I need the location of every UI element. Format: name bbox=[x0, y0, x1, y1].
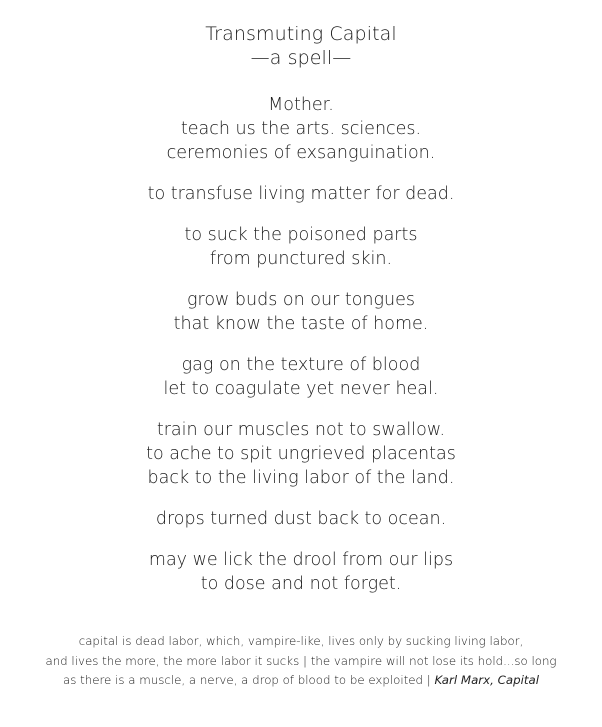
poem-line: gag on the texture of blood bbox=[181, 355, 421, 375]
stanza bbox=[0, 182, 602, 206]
stanza bbox=[0, 353, 602, 401]
stanza bbox=[0, 507, 602, 531]
quote-line: and lives the more, the more labor it sucks | the vampire will not lose its hold...so long bbox=[45, 653, 557, 668]
epigraph-quote bbox=[0, 632, 602, 691]
stanza bbox=[0, 223, 602, 271]
quote-line: capital is dead labor, which, vampire-like, lives only by sucking living labor, bbox=[78, 634, 524, 648]
quote-line bbox=[0, 671, 602, 691]
poem-subtitle: —a spell— bbox=[250, 47, 352, 69]
stanza bbox=[0, 418, 602, 490]
poem-line: to transfuse living matter for dead. bbox=[147, 184, 455, 204]
poem-title-block bbox=[0, 22, 602, 70]
poem-line: to dose and not forget. bbox=[200, 574, 402, 594]
poem-line: to suck the poisoned parts bbox=[184, 225, 418, 245]
poem-line: that know the taste of home. bbox=[173, 314, 429, 334]
stanza bbox=[0, 548, 602, 596]
poem-line: ceremonies of exsanguination. bbox=[166, 143, 436, 163]
poem-line: drops turned dust back to ocean. bbox=[155, 509, 447, 529]
poem-line: Mother. bbox=[268, 95, 334, 115]
poem-title: Transmuting Capital bbox=[205, 23, 397, 45]
poem-line: let to coagulate yet never heal. bbox=[163, 379, 439, 399]
poem-line: teach us the arts. sciences. bbox=[180, 119, 422, 139]
poem-line: back to the living labor of the land. bbox=[147, 468, 455, 488]
quote-citation: Karl Marx, Capital bbox=[434, 673, 539, 687]
poem-body bbox=[0, 93, 602, 613]
poem-line: train our muscles not to swallow. bbox=[156, 420, 446, 440]
poem-line: to ache to spit ungrieved placentas bbox=[146, 444, 456, 464]
poem-line: from punctured skin. bbox=[209, 249, 393, 269]
poem-line: may we lick the drool from our lips bbox=[148, 550, 454, 570]
quote-line-text: as there is a muscle, a nerve, a drop of blood to be exploited | bbox=[62, 673, 435, 687]
stanza bbox=[0, 93, 602, 165]
stanza bbox=[0, 288, 602, 336]
poem-line: grow buds on our tongues bbox=[187, 290, 415, 310]
